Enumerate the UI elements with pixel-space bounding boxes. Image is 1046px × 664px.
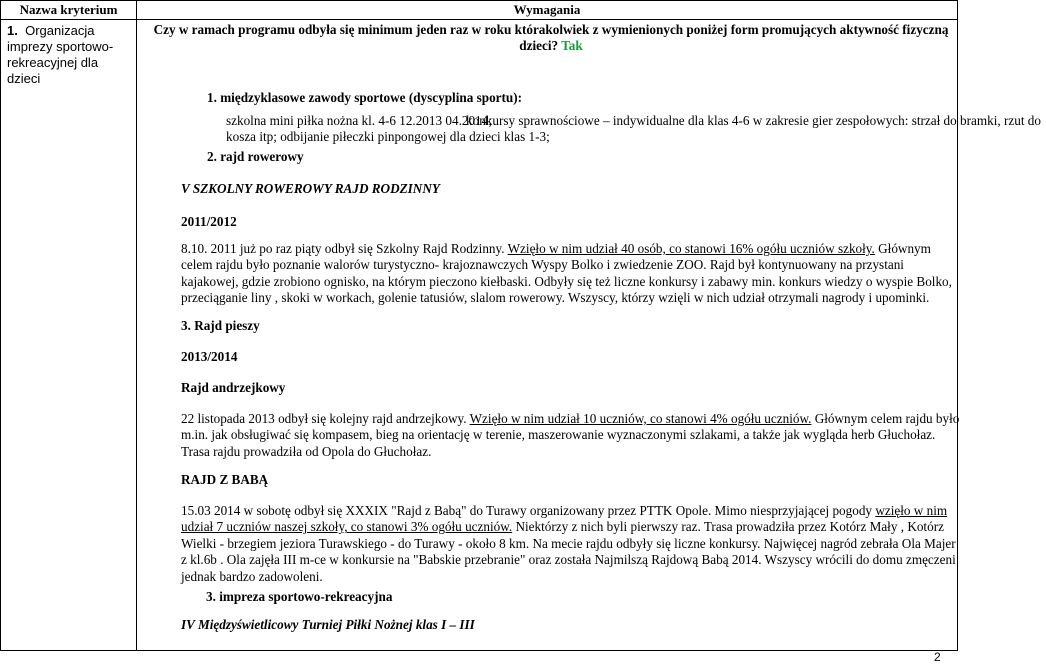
answer-yes: Tak <box>561 38 583 54</box>
section3-p1-participation: Wzięło w nim udział 10 uczniów, co stanowi 4% ogółu uczniów. <box>469 411 812 426</box>
header-criterion-name: Nazwa kryterium <box>1 1 137 20</box>
criterion-name: Organizacja imprezy sportowo-rekreacyjnej dla dzieci <box>7 23 114 86</box>
section1-heading: 1. międzyklasowe zawody sportowe (dyscyplina sportu): <box>207 90 523 105</box>
section4-heading: 3. impreza sportowo-rekreacyjna <box>206 589 393 604</box>
section3-p1-a: 22 listopada 2013 odbył się kolejny rajd andrzejkowy. <box>181 411 467 426</box>
question-text: Czy w ramach programu odbyła się minimum jeden raz w roku którakolwiek z wymienionych poniżej form promujących aktywność fizyczną dzieci? <box>153 22 949 54</box>
header-requirements: Wymagania <box>137 1 958 20</box>
requirement-question <box>137 22 957 55</box>
section3-p2-participation: wzięło w nim udział 7 uczniów naszej szkoły, co stanowi 3% ogółu uczniów. <box>181 503 948 535</box>
requirements-cell <box>137 20 1041 651</box>
criterion-label <box>1 20 136 87</box>
criterion-number: 1. <box>7 23 18 38</box>
section2-year: 2011/2012 <box>181 214 237 229</box>
criterion-cell <box>1 20 137 651</box>
section1-line1: szkolna mini piłka nożna kl. 4-6 12.2013 04.2014; <box>226 113 492 128</box>
section3-p2-b: Niektórzy z nich byli pierwszy raz. Trasa prowadziła przez Kotórz Mały , Kotórz Wielki - brzegiem jeziora Turawskiego - do Turawy - około 8 km. Na mecie rajdu odbyły się liczne konkursy. Najwięcej nagród zebrała Ola Majer z kl.6b . Ola zajęła III m-ce w konkursie na "Babskie przebranie" oraz została Najmilszą Rajdową Babą 2014. Wszyscy wrócili do domu zmęczeni jednak bardzo zadowoleni. <box>181 519 956 584</box>
section2-paragraph <box>181 241 961 307</box>
section3-sub1: Rajd andrzejkowy <box>181 380 286 395</box>
section3-sub2: RAJD Z BABĄ <box>181 472 269 487</box>
section3-paragraph2 <box>181 503 961 585</box>
section2-p1-a: 8.10. 2011 już po raz piąty odbył się Szkolny Rajd Rodzinny. <box>181 241 505 256</box>
section3-paragraph1 <box>181 411 961 460</box>
section4-event-title: IV Międzyświetlicowy Turniej Piłki Nożnej klas I – III <box>181 617 475 632</box>
header-row <box>1 1 958 20</box>
section3-year: 2013/2014 <box>181 349 238 364</box>
section1-line1b: konkursy sprawnościowe – indywidualne dla klas 4-6 w zakresie gier zespołowych: strzał do bramki, rzut do kosza itp; odbijanie piłeczki pinpongowej dla dzieci klas 1-3; <box>226 113 1041 145</box>
page-number: 2 <box>934 650 941 664</box>
section3-p1-b: Głównym celem rajdu było m.in. jak obsługiwać się kompasem, bieg na orientację w terenie, maszerowanie wyznaczonymi szlakami, a także jak wygląda herb Głuchołaz. Trasa rajdu prowadziła od Opola do Głuchołaz. <box>181 411 960 459</box>
section2-event-title: V SZKOLNY ROWEROWY RAJD RODZINNY <box>181 181 440 196</box>
section3-p2-a: 15.03 2014 w sobotę odbył się XXXIX "Rajd z Babą" do Turawy organizowany przez PTTK Opole. Mimo niesprzyjającej pogody <box>181 503 873 518</box>
section2-p1-participation: Wzięło w nim udział 40 osób, co stanowi 16% ogółu uczniów szkoły. <box>507 241 875 256</box>
section3-heading: 3. Rajd pieszy <box>181 318 260 333</box>
section2-p1-b: Głównym celem rajdu było poznanie walorów turystyczno- krajoznawczych Wyspy Bolko i zwiedzenie ZOO. Rajd był kontynuowany na przystani kajakowej, gdzie zrobiono ognisko, na którym pieczono kiełbaski. Odbyły się też liczne konkursy i zabawy min. konkurs wiedzy o wyspie Bolko, przeciąganie liny , skoki w workach, golenie tatusiów, slalom rowerowy. Wszyscy, którzy wzięli w nich udział otrzymali nagrody i upominki. <box>181 241 952 306</box>
section2-heading: 2. rajd rowerowy <box>207 149 304 164</box>
criterion-row <box>1 20 958 651</box>
